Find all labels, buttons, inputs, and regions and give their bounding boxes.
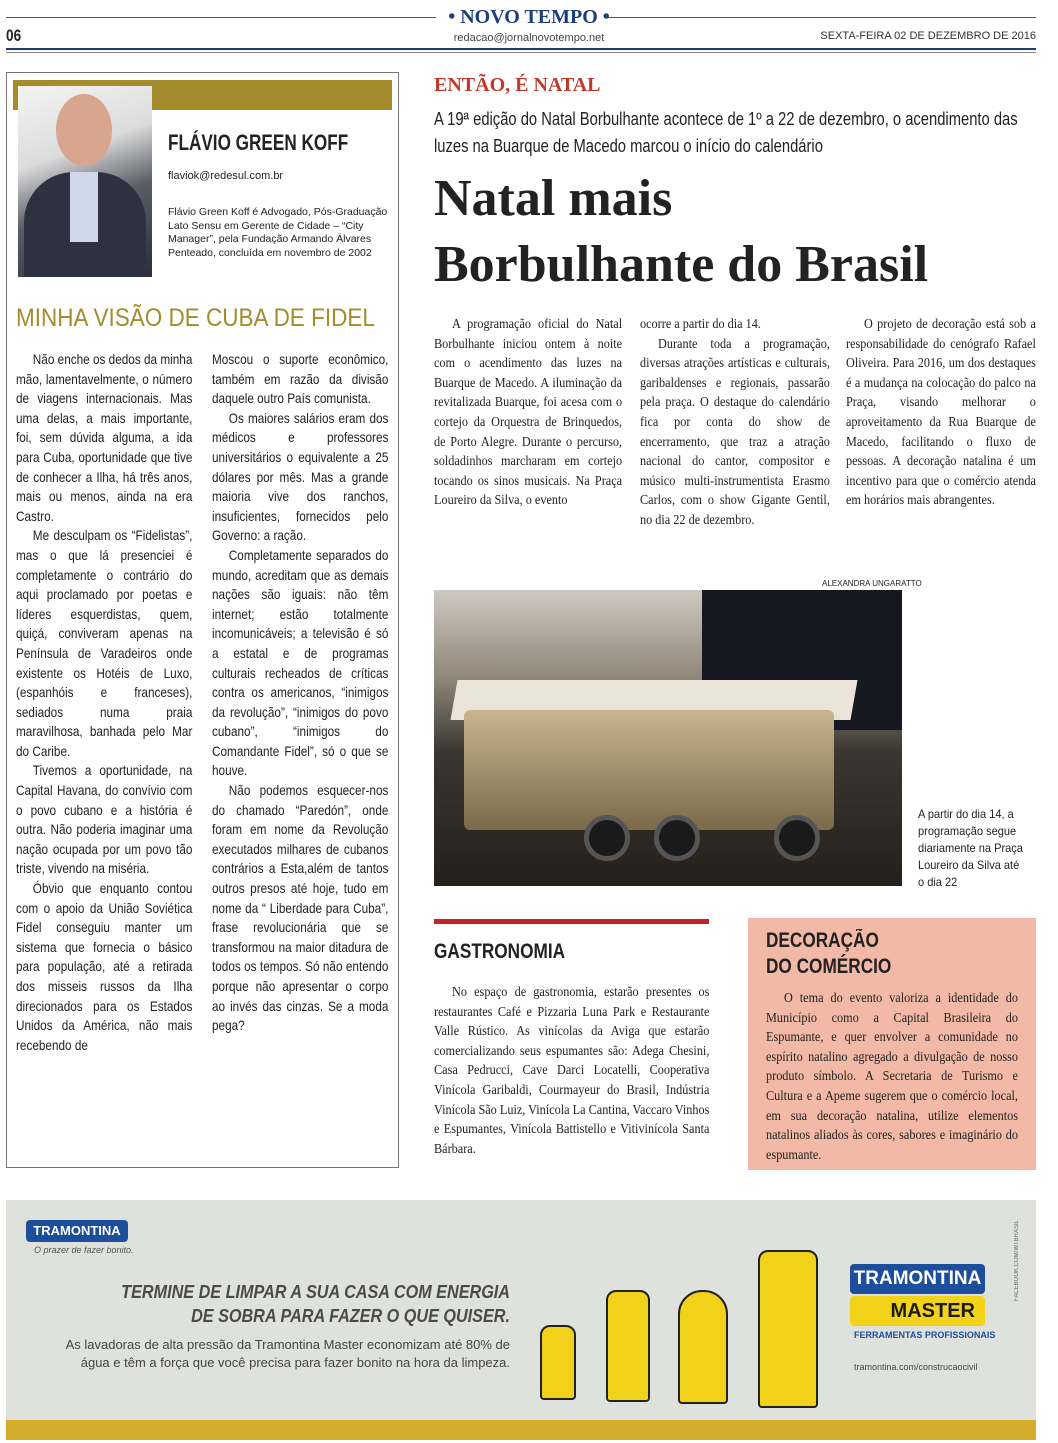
issue-date: SEXTA-FEIRA 02 DE DEZEMBRO DE 2016 — [820, 30, 1036, 42]
pressure-washer-icon — [606, 1290, 650, 1402]
story-subhead: A 19ª edição do Natal Borbulhante acontece de 1º a 22 de dezembro, o acendimento das luzes na Buarque de Macedo marcou o início do calendário — [434, 109, 1018, 156]
master-label: MASTER — [850, 1296, 985, 1326]
author-name: FLÁVIO GREEN KOFF — [168, 130, 349, 155]
column-text-1: Não enche os dedos da minha mão, lamentavelmente, o número de viagens internacionais. Mas uma delas, a mais importante, foi, sem dúvida alguma, a ida para Cuba, oportunidade que tive de conhecer a Ilha, há três anos, mais ou menos, ainda na era Castro. Me desculpam os “Fidelistas”, mas o que lá presenciei é completamente o contrário do aqui proclamado por poetas e líderes esquerdistas, quem, quiçá, conviveram apenas na Península de Varadeiros onde existente os Hotéis de Luxo, (espanhóis e franceses), sediados numa praia maravilhosa, banhada pelo Mar do Caribe. Tivemos a oportunidade, na Capital Havana, do convívio com o povo cubano e a história é outra. Não poderia imaginar uma nação ocupada por um povo tão triste, vivendo na miséria. Óbvio que enquanto contou com o apoio da União Soviética Fidel conseguiu manter um sistema que fornecia o básico para população, até a retirada dos misseis russos da Ilha direcionados para os Estados Unidos da América, não mais recebendo de — [16, 351, 193, 1053]
decoration-text: O tema do evento valoriza a identidade do Município como a Capital Brasileira do Espumante, e quer envolver a comunidade no espírito natalino agregado a divulgação de nosso produto símbolo. A Secretaria de Turismo e Cultura e a Apeme sugerem que o comércio local, em sua decoração natalina, utilize elementos natalinos aliados às cores, sabores e imaginário do espumante. — [766, 990, 1018, 1162]
photo-credit: ALEXANDRA UNGARATTO — [822, 579, 922, 588]
decoration-title: DECORAÇÃO DO COMÉRCIO — [766, 929, 892, 978]
photo-caption: A partir do dia 14, a programação segue diariamente na Praça Loureiro da Silva até o dia 22 — [918, 807, 1023, 889]
ad-yellow-bar — [6, 1420, 1036, 1440]
author-bio: Flávio Green Koff é Advogado, Pós-Graduação Lato Sensu em Gerente de Cidade – “City Manager”, pela Fundação Armando Álvares Penteado, concluída em novembro de 2002 — [168, 206, 388, 259]
ad-body: As lavadoras de alta pressão da Tramontina Master economizam até 80% de água e têm a força que você precisa para fazer bonito na hora da limpeza. — [65, 1337, 510, 1370]
pressure-washer-icon — [678, 1290, 728, 1404]
ad-subbrand: FERRAMENTAS PROFISSIONAIS — [854, 1330, 996, 1340]
ad-headline: TERMINE DE LIMPAR A SUA CASA COM ENERGIA DE SOBRA PARA FAZER O QUE QUISER. — [121, 1282, 510, 1326]
author-photo — [18, 86, 152, 277]
column-title: MINHA VISÃO DE CUBA DE FIDEL — [16, 304, 375, 332]
author-email[interactable]: flaviok@redesul.com.br — [168, 170, 284, 182]
pressure-washer-icon — [758, 1250, 818, 1408]
story-kicker: ENTÃO, É NATAL — [434, 74, 601, 96]
gastronomy-text: No espaço de gastronomia, estarão presentes os restaurantes Café e Pizzaria Luna Park e Restaurante Valle Rústico. As vinícolas da Aviga que estarão comercializando seus espumantes são: Adega Chesini, Casa Pedrucci, Cave Darci Locatelli, Cooperativa Vinícola Garibaldi, Courmayeur do Brasil, Indústria Vinícola São Luiz, Vinícola La Cantina, Vaccaro Vinhos e Espumantes, Vinícola Battistello e Vitivinícola Santa Bárbara. — [434, 984, 710, 1156]
story-text-3: O projeto de decoração está sob a responsabilidade do cenógrafo Rafael Oliveira. Para 2016, um dos destaques é a mudança na colocação do palco na Praça, visando melhorar o aproveitamento da Rua Buarque de Macedo, facilitando o fluxo de pessoas. A decoração natalina é um incentivo para que o comércio atenda em horários mais abrangentes. — [846, 316, 1036, 508]
header-double-rule — [6, 48, 1036, 53]
story-headline: Natal mais Borbulhante do Brasil — [434, 170, 929, 293]
ad-social[interactable]: FACEBOOK.COM/WTBRASIL — [1014, 1220, 1020, 1302]
tramontina-logo: TRAMONTINA — [26, 1220, 128, 1242]
pressure-washer-icon — [540, 1325, 576, 1400]
column-text-2: Moscou o suporte econômico, também em razão da divisão daquele outro País comunista. Os maiores salários eram dos médicos e professores universitários o equivalente a 25 dólares por mês. Mas a grande maioria vive dos ranchos, insuficientes, fornecidos pelo Governo: a ração. Completamente separados do mundo, acreditam que as demais nações são iguais: não têm internet; estão totalmente incomunicáveis; a televisão é só a estatal e de programas culturais recheados de críticas contra os americanos, “inimigos da revolução”, “inimigos do povo cubano”, “inimigos do Comandante Fidel”, só o que se houve. Não podemos esquecer-nos do chamado “Paredón”, onde foram em nome da Revolução executados milhares de cubanos contrários a Esta,além de tantos outros presos até hoje, tudo em nome da “ Liberdade para Cuba”, frase revolucionária que se transformou na maior ditadura de todos os tempos. Só não entendo porque não apresentar o corpo ao invés das cinzas. Se a moda pega? — [212, 351, 389, 1034]
story-text-1: A programação oficial do Natal Borbulhante iniciou ontem à noite com o acendimento das luzes na Buarque de Macedo. A iluminação da revitalizada Buarque, foi acesa com o cortejo da Orquestra de Brinquedos, de Porto Alegre. Durante o percurso, soldadinhos marcharam em cortejo tocando os sinos musicais. Na Praça Loureiro da Silva, o evento — [434, 316, 623, 508]
ad-url[interactable]: tramontina.com/construcaocivil — [854, 1362, 978, 1372]
ad-tagline: O prazer de fazer bonito. — [34, 1245, 134, 1255]
page-number: 06 — [6, 26, 22, 45]
gastronomy-rule — [434, 919, 709, 924]
tramontina-master-logo: TRAMONTINA — [850, 1264, 985, 1294]
story-text-2: ocorre a partir do dia 14. Durante toda a programação, diversas atrações artísticas e culturais, garibaldenses e regionais, passarão pela praça. O destaque do calendário fica por conta do show de encerramento, que traz a atração nacional do cantor, compositor e músico multi-instrumentista Erasmo Carlos, com o show Gigante Gentil, no dia 22 de dezembro. — [640, 316, 830, 527]
christmas-tram-photo — [434, 590, 902, 886]
gastronomy-title: GASTRONOMIA — [434, 940, 566, 963]
newspaper-name: • NOVO TEMPO • — [448, 6, 610, 28]
newsroom-email[interactable]: redacao@jornalnovotempo.net — [453, 32, 605, 44]
